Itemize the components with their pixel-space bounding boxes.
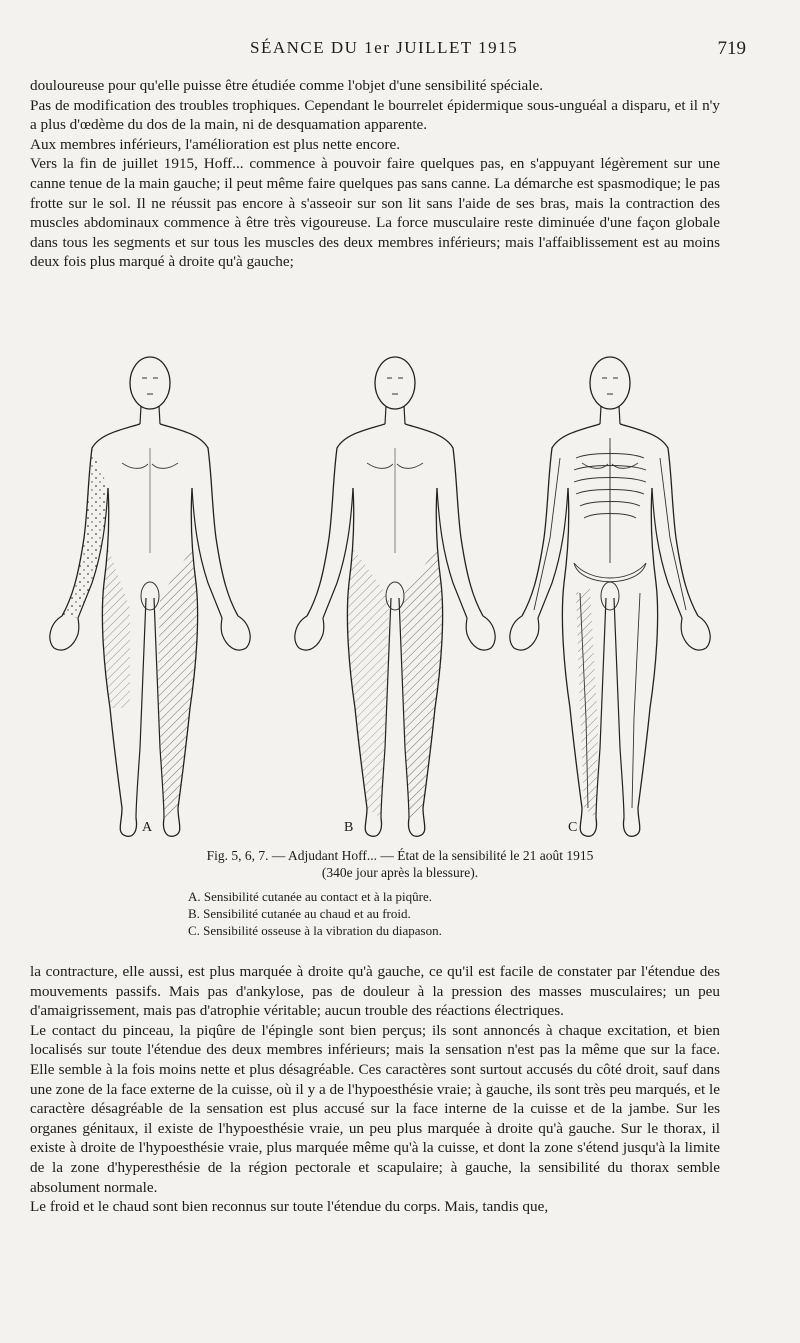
figure-legend	[188, 888, 442, 939]
caption-line: (340e jour après la blessure).	[321, 865, 479, 880]
running-head-title: SÉANCE DU 1er JUILLET 1915	[250, 38, 519, 57]
figure-c-drawing	[510, 357, 710, 836]
figure-b-drawing	[295, 357, 495, 836]
paragraph: Le froid et le chaud sont bien reconnus sur toute l'étendue du corps. Mais, tandis que,	[30, 1198, 549, 1216]
figure-label-a: A	[142, 820, 153, 835]
body-text-top	[30, 76, 720, 272]
paragraph: Aux membres inférieurs, l'amélioration est plus nette encore.	[30, 135, 401, 153]
legend-item: B. Sensibilité cutanée au chaud et au froid.	[188, 906, 411, 921]
paragraph: douloureuse pour qu'elle puisse être étudiée comme l'objet d'une sensibilité spéciale.	[30, 77, 544, 94]
figure-caption	[0, 847, 800, 881]
paragraph: Vers la fin de juillet 1915, Hoff... commence à pouvoir faire quelques pas, en s'appuyant légèrement sur une canne tenue de la main gauche; il peut même faire quelques pas sans canne. La démarche est spasmodique; le pas frotte sur le sol. Il ne réussit pas encore à s'asseoir sur son lit sans l'aide de ses bras, mais la contraction des muscles abdominaux commence à être très vigoureuse. La force musculaire reste diminuée d'une façon globale dans tous les segments et sur tous les muscles des deux membres inférieurs; mais l'affaiblissement est au moins deux fois plus marqué à droite qu'à gauche;	[30, 155, 720, 271]
caption-line: Fig. 5, 6, 7. — Adjudant Hoff... — État de la sensibilité le 21 août 1915	[206, 848, 594, 863]
page-number: 719	[717, 38, 746, 59]
paragraph: Le contact du pinceau, la piqûre de l'épingle sont bien perçus; ils sont annoncés à chaque excitation, et bien localisés sur toute l'étendue des deux membres inférieurs; mais la sensation n'est pas la même que sur la face. Elle semble à la fois moins nette et plus désagréable. Ces caractères sont surtout accusés du côté droit, sauf dans une zone de la face externe de la cuisse, où il y a de l'hypoesthésie vraie; à gauche, ils sont très peu marqués, et le caractère désagréable de la sensation est plus accusé sur la face interne de la cuisse et de la jambe. Sur les organes génitaux, il existe de l'hypoesthésie vraie, un peu plus marquée à droite qu'à gauche. Sur le thorax, il existe à droite de l'hypoesthésie vraie, plus marquée même qu'à la cuisse, et dont la zone s'étend jusqu'à la limite de la zone d'hyperesthésie de la région pectorale et scapulaire; à gauche, la sensibilité du thorax semble absolument normale.	[30, 1021, 720, 1196]
paragraph: Pas de modification des troubles trophiques. Cependant le bourrelet épidermique sous-unguéal a disparu, et il n'y a plus d'œdème du dos de la main, ni de desquamation apparente.	[30, 96, 720, 134]
figure-label-b: B	[344, 820, 354, 835]
legend-item: A. Sensibilité cutanée au contact et à la piqûre.	[188, 889, 433, 904]
figure-a-drawing	[50, 357, 250, 836]
body-text-bottom	[30, 962, 720, 1217]
figure-label-c: C	[568, 820, 578, 835]
sensibility-figure	[40, 318, 760, 838]
paragraph: la contracture, elle aussi, est plus marquée à droite qu'à gauche, ce qu'il est facile de constater par l'étendue des mouvements passifs. Mais pas d'ankylose, pas de douleur à la pression des masses musculaires; un peu d'amaigrissement, mais pas d'atrophie véritable; aucun trouble des réactions électriques.	[30, 963, 720, 1020]
legend-item: C. Sensibilité osseuse à la vibration du diapason.	[188, 923, 442, 938]
running-head	[60, 38, 746, 64]
